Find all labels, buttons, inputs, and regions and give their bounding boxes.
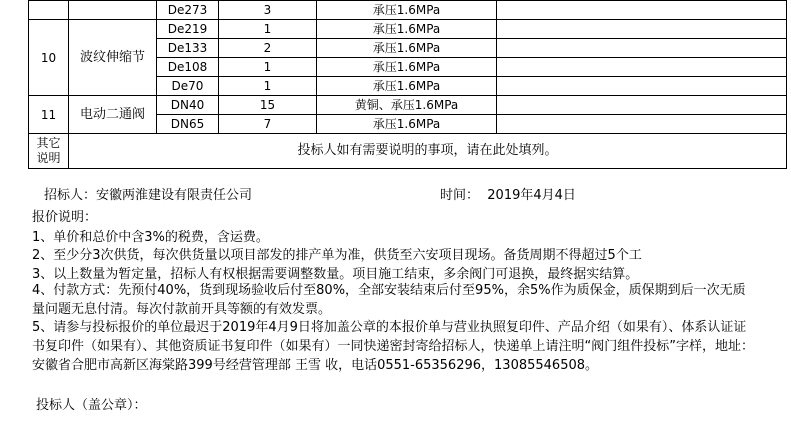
other-label-line2: 说明 — [36, 151, 61, 165]
table-row — [29, 1, 787, 20]
quantity-cell: 1 — [219, 58, 317, 77]
item-name-cell — [69, 1, 157, 20]
spec-cell: De70 — [157, 77, 219, 96]
tenderer-line: 招标人：安徽两淮建设有限责任公司 — [44, 188, 253, 203]
quantity-cell: 1 — [219, 20, 317, 39]
spec-cell: De273 — [157, 1, 219, 20]
bidder-line: 投标人（盖公章）： — [36, 398, 147, 413]
table-row — [29, 96, 787, 115]
empty-cell — [497, 77, 787, 96]
note-cell: 承压1.6MPa — [317, 1, 497, 20]
note-cell: 承压1.6MPa — [317, 39, 497, 58]
empty-cell — [497, 58, 787, 77]
spec-cell: DN40 — [157, 96, 219, 115]
empty-cell — [497, 20, 787, 39]
time-line — [440, 184, 576, 203]
spec-cell: De219 — [157, 20, 219, 39]
note-cell: 承压1.6MPa — [317, 77, 497, 96]
materials-table — [28, 0, 787, 169]
other-label-line1: 其它 — [36, 136, 61, 150]
item-name-cell: 波纹伸缩节 — [69, 20, 157, 96]
empty-cell — [497, 1, 787, 20]
item-number-cell: 10 — [29, 20, 69, 96]
item-number-cell: 11 — [29, 96, 69, 134]
other-notes-text: 投标人如有需要说明的事项，请在此处填列。 — [69, 134, 787, 169]
empty-cell — [497, 96, 787, 115]
time-value: 2019年4月4日 — [487, 188, 576, 203]
notes-title: 报价说明： — [32, 210, 98, 225]
other-notes-label — [29, 134, 69, 169]
note-1: 1、单价和总价中含3%的税费，含运费。 — [32, 230, 269, 245]
quantity-cell: 1 — [219, 77, 317, 96]
table-row — [29, 20, 787, 39]
note-3: 3、以上数量为暂定量，招标人有权根据需要调整数量。项目施工结束，多余阀门可退换，最终据实结算。 — [32, 267, 639, 282]
quantity-cell: 2 — [219, 39, 317, 58]
quantity-cell: 3 — [219, 1, 317, 20]
quantity-cell: 15 — [219, 96, 317, 115]
spec-cell: De133 — [157, 39, 219, 58]
empty-cell — [497, 39, 787, 58]
quantity-cell: 7 — [219, 115, 317, 134]
spec-cell: DN65 — [157, 115, 219, 134]
time-label: 时间： — [440, 188, 480, 203]
table-row — [29, 134, 787, 169]
note-2: 2、至少分3次供货，每次供货量以项目部发的排产单为准，供货至六安项目现场。备货周期不得超过5个工 — [32, 248, 642, 263]
note-cell: 黄铜、承压1.6MPa — [317, 96, 497, 115]
spec-cell: De108 — [157, 58, 219, 77]
note-cell: 承压1.6MPa — [317, 20, 497, 39]
note-cell: 承压1.6MPa — [317, 115, 497, 134]
note-4: 4、付款方式：先预付40%，货到现场验收后付至80%，全部安装结束后付至95%，余5%作为质保金，质保期到后一次无质量问题无息付清。每次付款前开具等额的有效发票。 — [32, 283, 746, 317]
note-5: 5、请参与投标报价的单位最迟于2019年4月9日将加盖公章的本报价单与营业执照复印件、产品介绍（如果有）、体系认证证书复印件（如果有）、其他资质证书复印件（如果有）一同快递密封寄给招标人，快递单上请注明“阀门组件投标”字样，地址：安徽省合肥市高新区海棠路399号经营管理部 王雪 收，电话0551-65356296，13085546508。 — [32, 320, 754, 373]
item-name-cell: 电动二通阀 — [69, 96, 157, 134]
item-number-cell — [29, 1, 69, 20]
note-cell: 承压1.6MPa — [317, 58, 497, 77]
empty-cell — [497, 115, 787, 134]
